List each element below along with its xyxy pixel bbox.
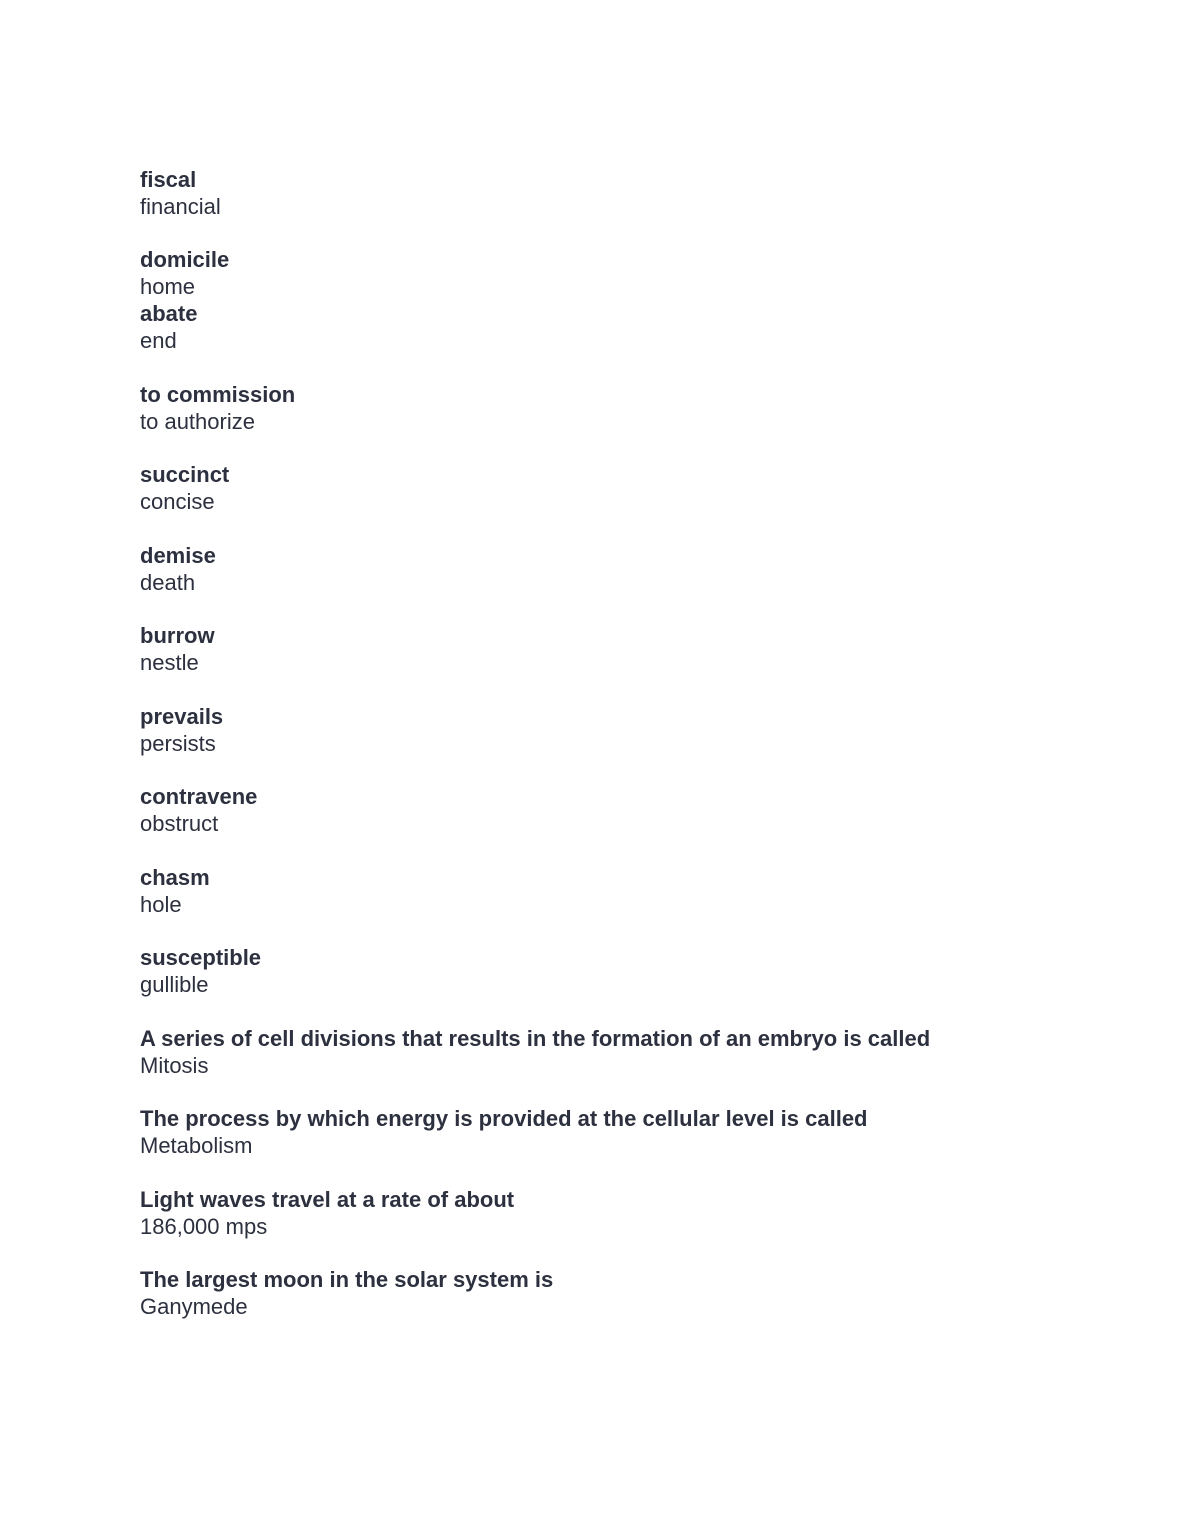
term: The largest moon in the solar system is [140, 1267, 554, 1292]
flashcard-entry [140, 1106, 1140, 1159]
definition: 186,000 mps [140, 1213, 268, 1239]
definition: Metabolism [140, 1132, 253, 1158]
term: susceptible [140, 945, 262, 970]
definition: death [140, 569, 196, 595]
definition: home [140, 273, 196, 299]
term: chasm [140, 865, 210, 890]
flashcard-entry [140, 247, 1140, 300]
term: prevails [140, 704, 224, 729]
flashcard-entry [140, 543, 1140, 596]
definition: concise [140, 488, 215, 514]
term: Light waves travel at a rate of about [140, 1187, 515, 1212]
flashcard-entry [140, 865, 1140, 918]
term: fiscal [140, 167, 197, 192]
flashcard-entry [140, 704, 1140, 757]
definition: nestle [140, 649, 199, 675]
term: domicile [140, 247, 230, 272]
term: abate [140, 301, 198, 326]
flashcard-entry [140, 382, 1140, 435]
flashcard-entry [140, 1026, 1140, 1079]
term: The process by which energy is provided at the cellular level is called [140, 1106, 868, 1131]
flashcard-entry [140, 462, 1140, 515]
flashcard-entry [140, 945, 1140, 998]
definition: Mitosis [140, 1052, 209, 1078]
flashcard-entry [140, 301, 1140, 354]
flashcard-entry [140, 1267, 1140, 1320]
definition: to authorize [140, 408, 255, 434]
term: succinct [140, 462, 230, 487]
definition: end [140, 327, 177, 353]
definition: obstruct [140, 810, 219, 836]
definition: financial [140, 193, 221, 219]
definition: persists [140, 730, 216, 756]
flashcard-entry [140, 167, 1140, 220]
term: contravene [140, 784, 258, 809]
definition: Ganymede [140, 1293, 248, 1319]
flashcard-entry [140, 623, 1140, 676]
flashcard-entry [140, 1187, 1140, 1240]
definition: gullible [140, 971, 209, 997]
term: burrow [140, 623, 215, 648]
definition: hole [140, 891, 182, 917]
flashcard-entry [140, 784, 1140, 837]
term: demise [140, 543, 216, 568]
term: to commission [140, 382, 296, 407]
term: A series of cell divisions that results in the formation of an embryo is called [140, 1026, 931, 1051]
